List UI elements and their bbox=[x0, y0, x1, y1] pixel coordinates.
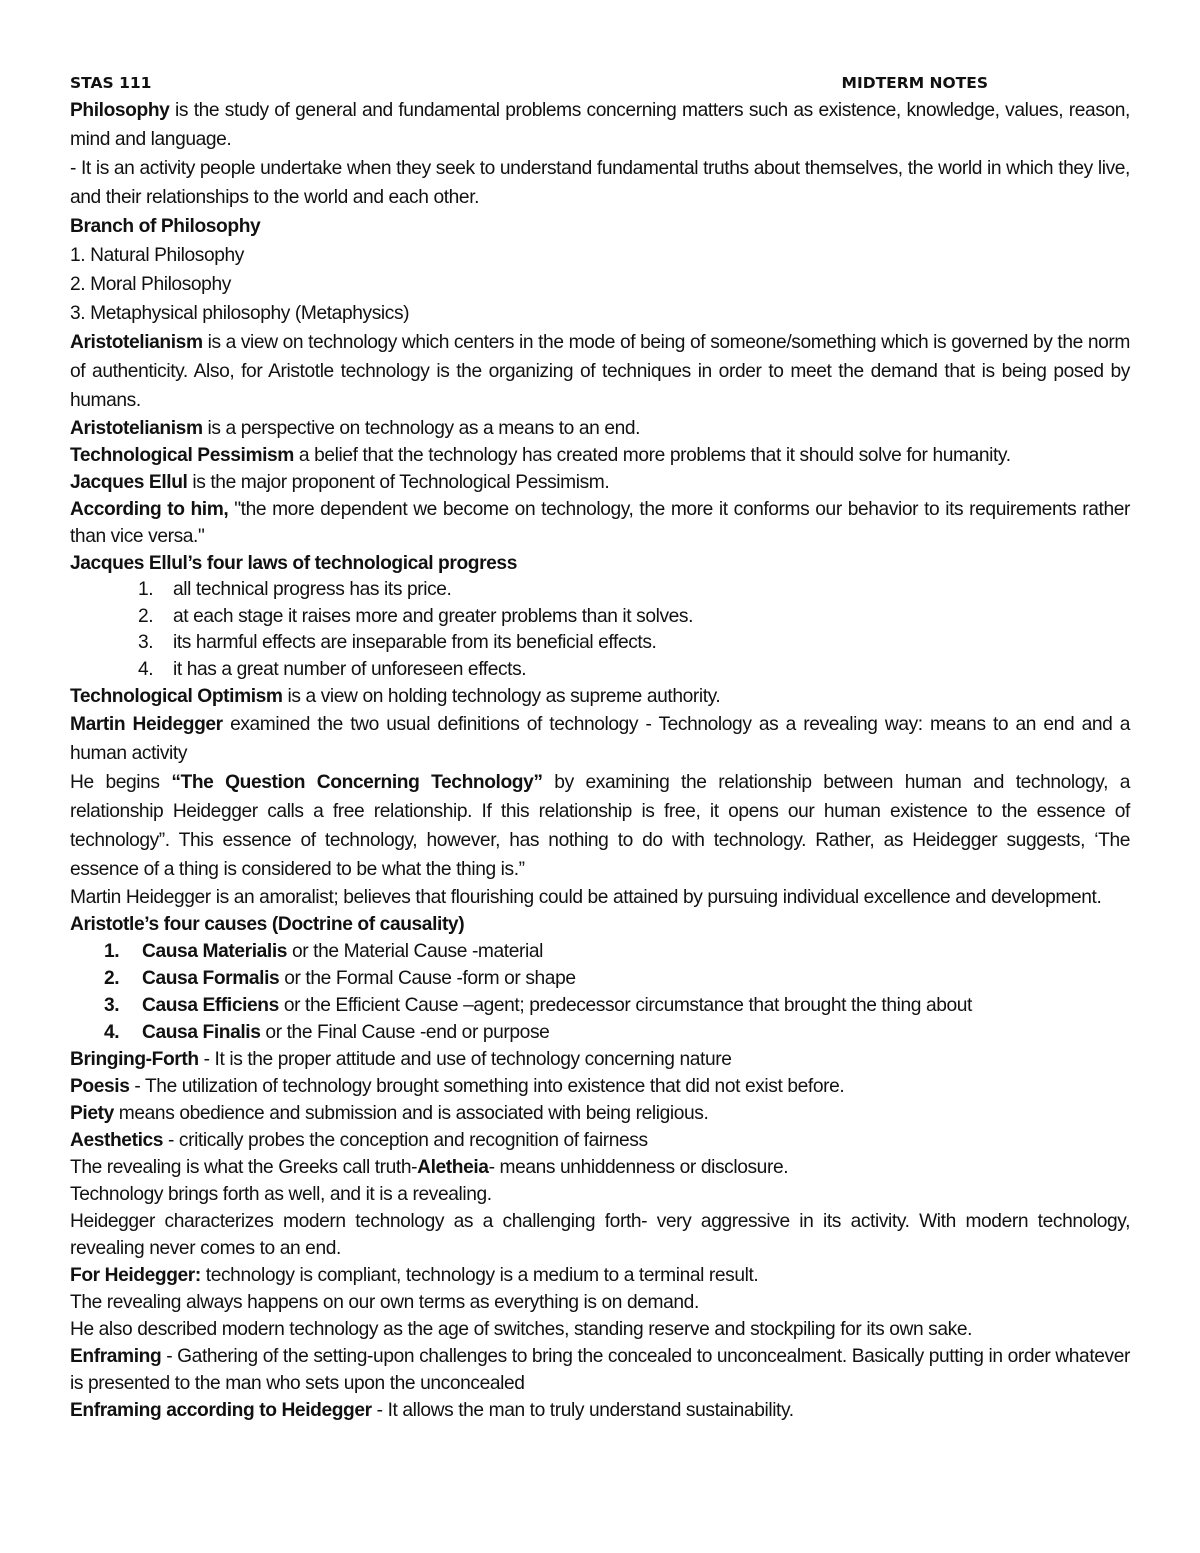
branch-item: 2. Moral Philosophy bbox=[70, 274, 231, 295]
list-number: 4. bbox=[104, 1022, 120, 1043]
course-code: STAS 111 bbox=[70, 74, 152, 92]
list-item bbox=[70, 965, 1130, 992]
list-text bbox=[142, 965, 576, 992]
term-aristotelianism: Aristotelianism bbox=[70, 332, 203, 353]
according-text: "the more dependent we become on technology, the more it conforms our behavior to its requirements rather than vice versa." bbox=[70, 499, 1131, 547]
term-question: “The Question Concerning Technology” bbox=[171, 772, 543, 793]
philosophy-text: is the study of general and fundamental problems concerning matters such as existence, knowledge, values, reason, mind and language. bbox=[70, 100, 1130, 150]
list-text bbox=[142, 992, 972, 1019]
optimism-text: is a view on holding technology as supreme authority. bbox=[282, 686, 721, 707]
list-item bbox=[70, 630, 1130, 657]
list-number: 1. bbox=[138, 579, 154, 600]
laws-list bbox=[70, 577, 1130, 683]
heidegger-text: examined the two usual definitions of technology - Technology as a revealing way: means to an end and a human activity bbox=[70, 714, 1130, 764]
cause-text: or the Formal Cause -form or shape bbox=[279, 968, 576, 989]
enframing-heidegger-text: - It allows the man to truly understand sustainability. bbox=[371, 1400, 794, 1421]
term-heidegger: Martin Heidegger bbox=[70, 714, 223, 735]
term-enframing-heidegger: Enframing according to Heidegger bbox=[70, 1400, 372, 1421]
heidegger-definitions bbox=[70, 710, 1130, 768]
challenging-forth: Heidegger characterizes modern technology as a challenging forth- very aggressive in its activity. With modern technology, revealing never comes to an end. bbox=[70, 1211, 1130, 1259]
term-poesis: Poesis bbox=[70, 1076, 130, 1097]
list-number: 3. bbox=[138, 632, 154, 653]
list-text: its harmful effects are inseparable from its beneficial effects. bbox=[173, 632, 657, 653]
term-for-heidegger: For Heidegger: bbox=[70, 1265, 201, 1286]
question-pre: He begins bbox=[70, 772, 172, 793]
cause-term: Causa Efficiens bbox=[142, 995, 279, 1016]
list-item bbox=[70, 1019, 1130, 1046]
cause-term: Causa Finalis bbox=[142, 1022, 261, 1043]
list-text: at each stage it raises more and greater problems than it solves. bbox=[173, 605, 694, 627]
list-item bbox=[70, 992, 1130, 1019]
list-number: 3. bbox=[104, 995, 120, 1016]
according-quote bbox=[70, 496, 1130, 550]
bringing-forth bbox=[70, 1046, 1130, 1073]
piety-text: means obedience and submission and is associated with being religious. bbox=[113, 1103, 709, 1124]
ellul-definition bbox=[70, 469, 1130, 496]
term-bringing-forth: Bringing-Forth bbox=[70, 1049, 199, 1070]
list-item bbox=[70, 577, 1130, 604]
term-aesthetics: Aesthetics bbox=[70, 1130, 164, 1151]
term-philosophy: Philosophy bbox=[70, 100, 170, 121]
list-number: 4. bbox=[138, 658, 154, 680]
list-number: 2. bbox=[138, 605, 154, 627]
list-number: 2. bbox=[104, 968, 120, 989]
cause-text: or the Material Cause -material bbox=[287, 941, 543, 962]
list-text: all technical progress has its price. bbox=[173, 579, 452, 600]
aristotelianism-means-text: is a perspective on technology as a means to an end. bbox=[202, 418, 641, 439]
optimism-definition bbox=[70, 683, 1130, 710]
term-aletheia: Aletheia bbox=[417, 1157, 489, 1178]
list-number: 1. bbox=[104, 941, 120, 962]
list-item bbox=[70, 938, 1130, 965]
enframing bbox=[70, 1343, 1130, 1397]
for-heidegger-text: technology is compliant, technology is a medium to a terminal result. bbox=[200, 1265, 759, 1286]
branch-heading: Branch of Philosophy bbox=[70, 216, 261, 237]
philosophy-definition bbox=[70, 96, 1130, 154]
causes-list bbox=[70, 938, 1130, 1046]
aesthetics-text: - critically probes the conception and recognition of fairness bbox=[163, 1130, 648, 1151]
question-text: by examining the relationship between human and technology, a relationship Heidegger calls a free relationship. If this relationship is free, it opens our human existence to the essence of technology”. This essence of technology, however, has nothing to do with technology. Rather, as Heidegger suggests, ‘The essence of a thing is considered to be what the thing is.” bbox=[70, 772, 1130, 880]
enframing-text: - Gathering of the setting-upon challenges to bring the concealed to unconcealment. Basically putting in order whatever is presented to the man who sets upon the unconcealed bbox=[70, 1346, 1130, 1394]
for-heidegger bbox=[70, 1262, 1130, 1289]
list-item bbox=[70, 657, 1130, 684]
list-text bbox=[142, 938, 543, 965]
aletheia-pre: The revealing is what the Greeks call truth- bbox=[70, 1157, 418, 1178]
laws-heading: Jacques Ellul’s four laws of technological progress bbox=[70, 553, 517, 574]
aletheia-text: - means unhiddenness or disclosure. bbox=[488, 1157, 789, 1178]
term-piety: Piety bbox=[70, 1103, 114, 1124]
branch-item: 3. Metaphysical philosophy (Metaphysics) bbox=[70, 303, 410, 324]
age-of-switches: He also described modern technology as the age of switches, standing reserve and stockpiling for its own sake. bbox=[70, 1319, 973, 1340]
term-ellul: Jacques Ellul bbox=[70, 472, 188, 493]
aesthetics bbox=[70, 1127, 1130, 1154]
list-text bbox=[142, 1019, 549, 1046]
pessimism-text: a belief that the technology has created more problems that it should solve for humanity. bbox=[293, 445, 1011, 466]
term-aristotelianism: Aristotelianism bbox=[70, 418, 203, 439]
poesis-text: - The utilization of technology brought something into existence that did not exist before. bbox=[129, 1076, 845, 1097]
list-text: it has a great number of unforeseen effects. bbox=[173, 658, 527, 680]
term-optimism: Technological Optimism bbox=[70, 686, 283, 707]
cause-term: Causa Formalis bbox=[142, 968, 280, 989]
term-according: According to him, bbox=[70, 499, 229, 520]
heidegger-amoralist: Martin Heidegger is an amoralist; believes that flourishing could be attained by pursuing individual excellence and development. bbox=[70, 887, 1102, 908]
term-pessimism: Technological Pessimism bbox=[70, 445, 294, 466]
page-header bbox=[70, 70, 1130, 96]
document-page bbox=[70, 70, 1130, 1424]
cause-text: or the Final Cause -end or purpose bbox=[260, 1022, 550, 1043]
own-terms: The revealing always happens on our own terms as everything is on demand. bbox=[70, 1292, 699, 1313]
branch-item: 1. Natural Philosophy bbox=[70, 245, 244, 266]
pessimism-definition bbox=[70, 442, 1130, 469]
notes-title: MIDTERM NOTES bbox=[841, 74, 988, 92]
aristotelianism-means bbox=[70, 415, 1130, 442]
causes-heading: Aristotle’s four causes (Doctrine of causality) bbox=[70, 914, 465, 935]
enframing-heidegger bbox=[70, 1397, 1130, 1424]
aristotelianism-text: is a view on technology which centers in the mode of being of someone/something which is governed by the norm of authenticity. Also, for Aristotle technology is the organizing of techniques in order to meet the demand that is being posed by humans. bbox=[70, 332, 1130, 411]
brings-forth: Technology brings forth as well, and it is a revealing. bbox=[70, 1184, 492, 1205]
piety bbox=[70, 1100, 1130, 1127]
question-concerning bbox=[70, 768, 1130, 884]
bringing-text: - It is the proper attitude and use of technology concerning nature bbox=[198, 1049, 732, 1070]
poesis bbox=[70, 1073, 1130, 1100]
ellul-text: is the major proponent of Technological Pessimism. bbox=[187, 472, 610, 493]
term-enframing: Enframing bbox=[70, 1346, 162, 1367]
cause-text: or the Efficient Cause –agent; predecessor circumstance that brought the thing about bbox=[278, 995, 972, 1016]
philosophy-activity: - It is an activity people undertake when they seek to understand fundamental truths about themselves, the world in which they live, and their relationships to the world and each other. bbox=[70, 158, 1130, 208]
list-item bbox=[70, 604, 1130, 631]
aristotelianism-definition bbox=[70, 328, 1130, 415]
cause-term: Causa Materialis bbox=[142, 941, 288, 962]
aletheia bbox=[70, 1154, 1130, 1181]
